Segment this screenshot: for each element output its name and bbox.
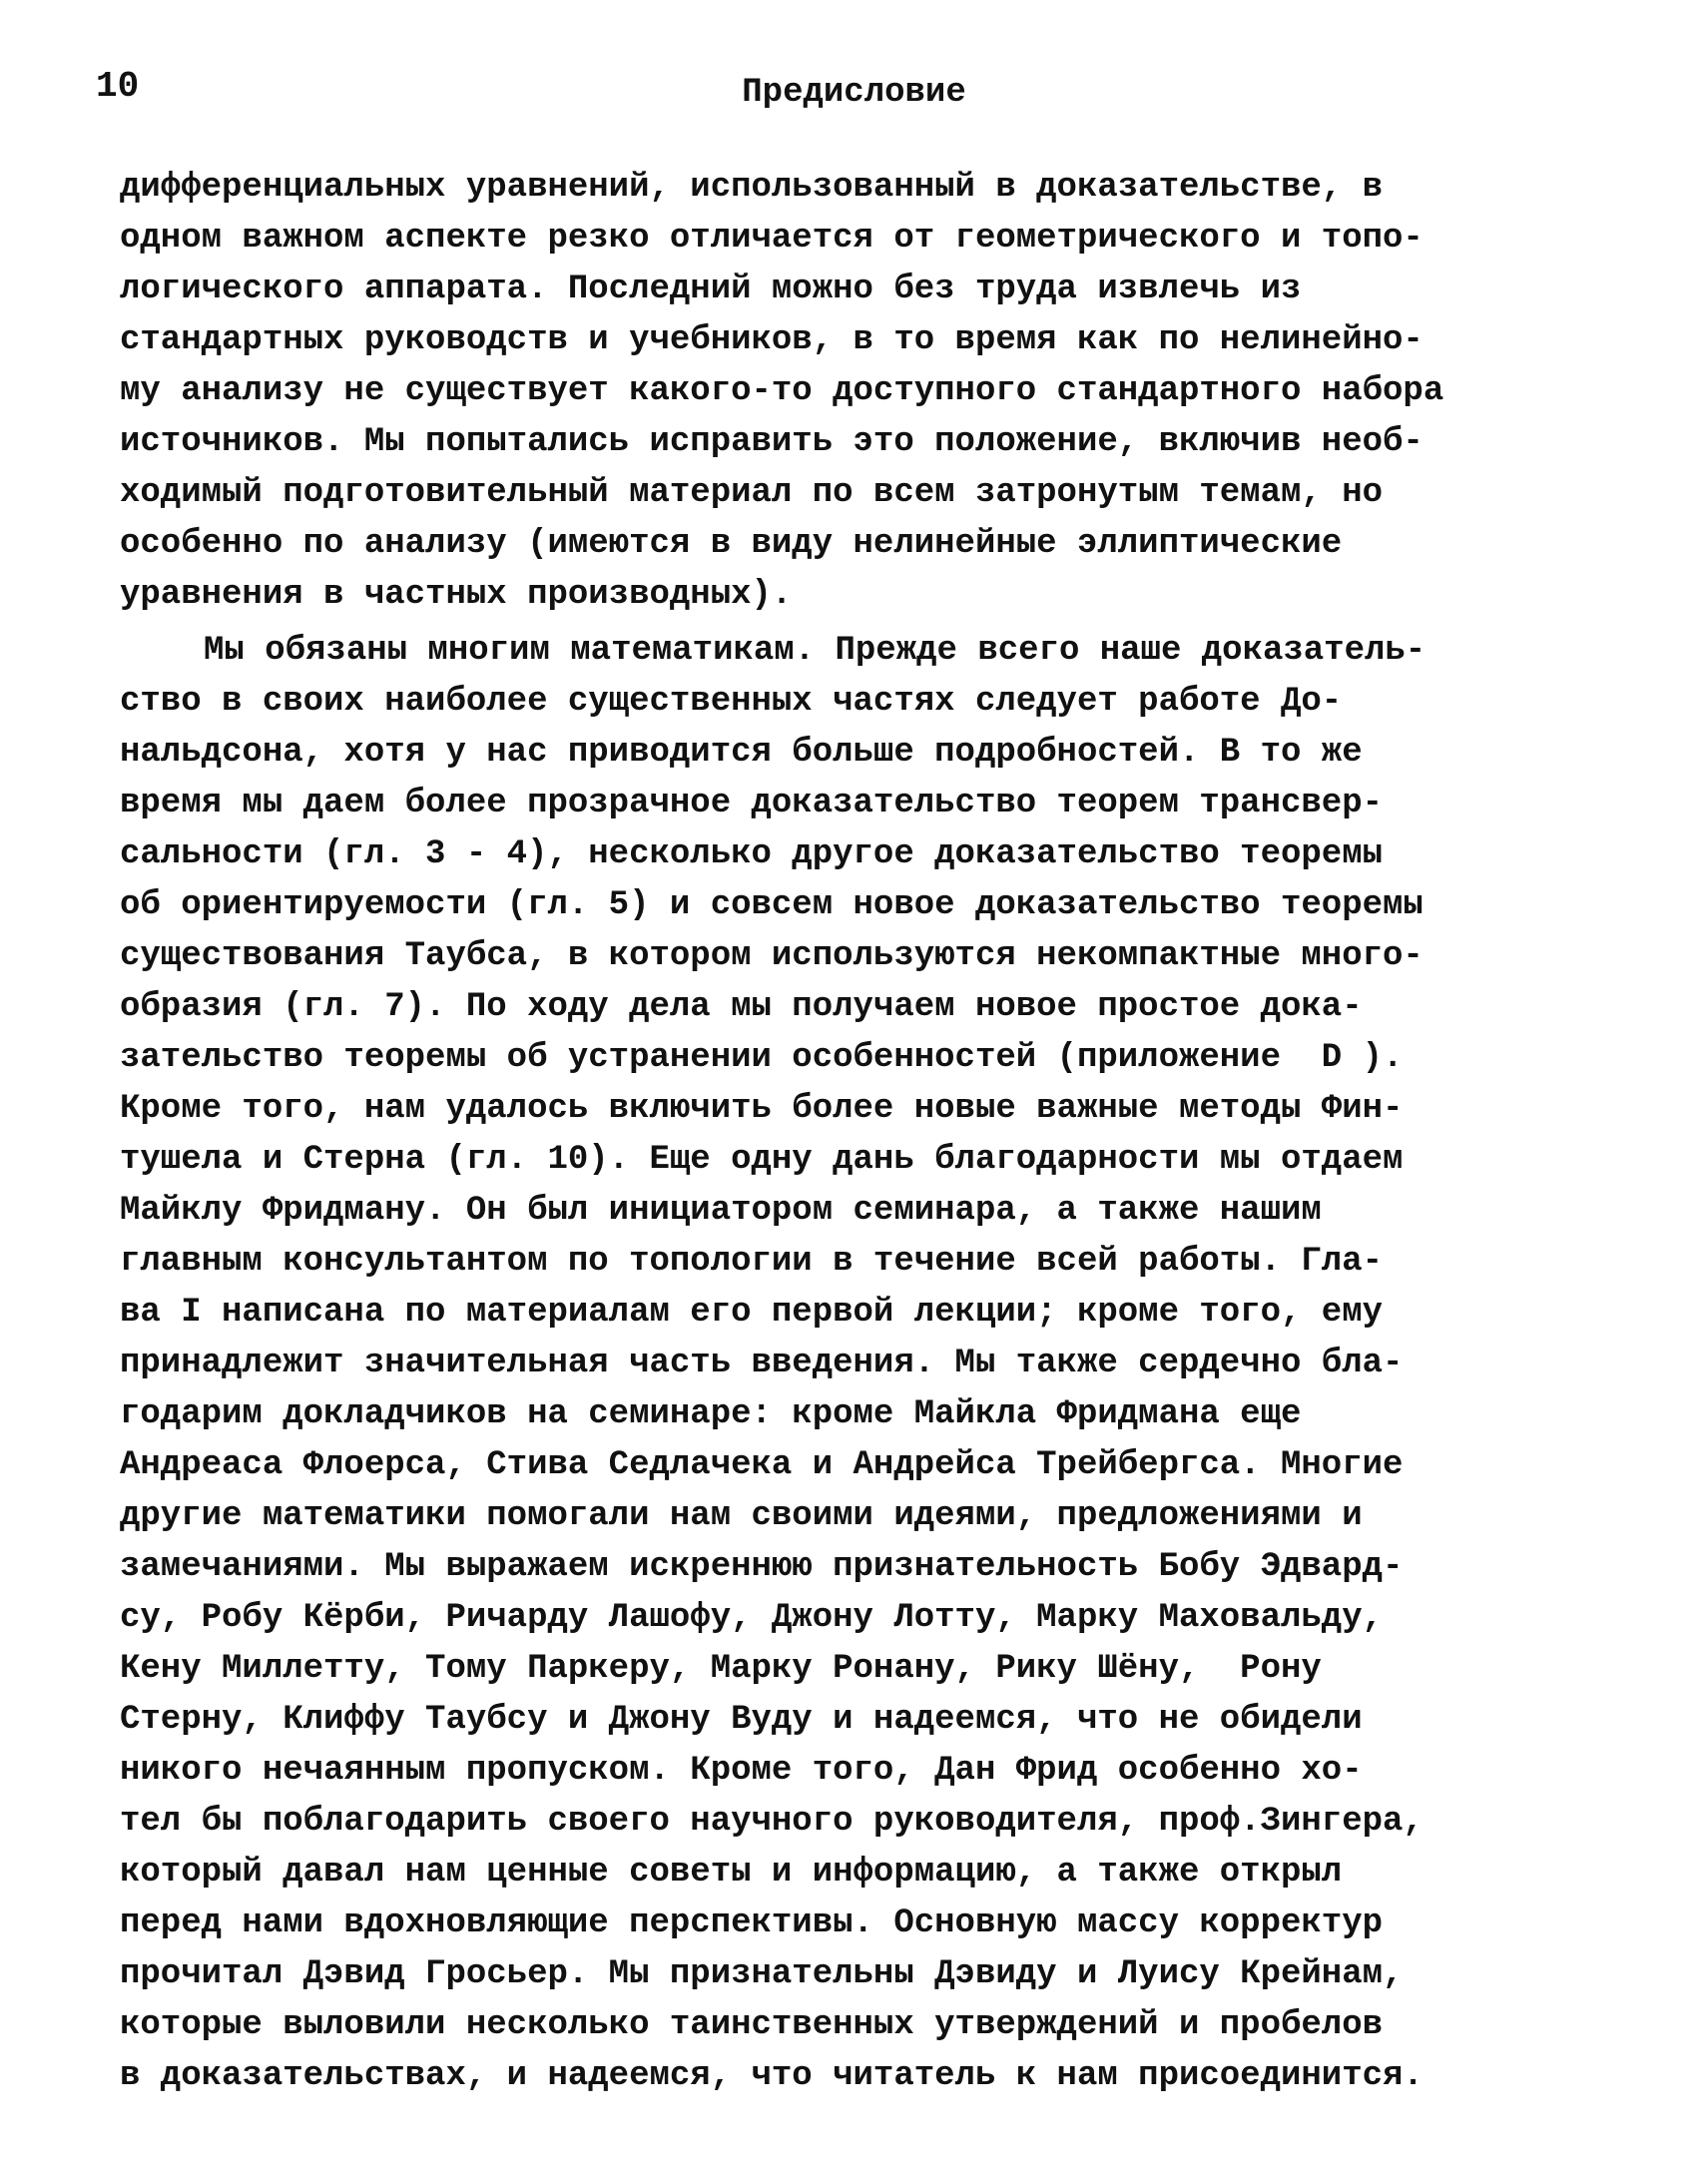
text-line: логического аппарата. Последний можно без труда извлечь из [120, 271, 1302, 308]
text-line: ва I написана по материалам его первой лекции; кроме того, ему [120, 1294, 1384, 1332]
text-line: годарим докладчиков на семинаре: кроме Майкла Фридмана еще [120, 1395, 1302, 1433]
text-line: образия (гл. 7). По ходу дела мы получаем новое простое дока- [120, 988, 1363, 1026]
text-line: Кроме того, нам удалось включить более новые важные методы Фин- [120, 1090, 1404, 1128]
text-line: перед нами вдохновляющие перспективы. Основную массу корректур [120, 1904, 1384, 1942]
text-line: особенно по анализу (имеются в виду нелинейные эллиптические [120, 525, 1343, 563]
text-line: Мы обязаны многим математикам. Прежде всего наше доказатель- [204, 632, 1426, 670]
page-number: 10 [96, 66, 140, 107]
text-line: в доказательствах, и надеемся, что читатель к нам присоединится. [120, 2057, 1423, 2095]
text-line: прочитал Дэвид Гросьер. Мы признательны Дэвиду и Луису Крейнам, [120, 1955, 1404, 1993]
text-line: принадлежит значительная часть введения. Мы также сердечно бла- [120, 1345, 1404, 1382]
text-line: тел бы поблагодарить своего научного руководителя, проф.Зингера, [120, 1803, 1423, 1841]
text-line: источников. Мы попытались исправить это положение, включив необ- [120, 423, 1423, 461]
body-text [120, 163, 1637, 2102]
text-line: дифференциальных уравнений, использованный в доказательстве, в [120, 169, 1384, 207]
text-line: нальдсона, хотя у нас приводится больше подробностей. В то же [120, 734, 1363, 772]
paragraph-2 [120, 626, 1637, 2102]
text-line: уравнения в частных производных). [120, 576, 793, 614]
text-line: су, Робу Кёрби, Ричарду Лашофу, Джону Лотту, Марку Маховальду, [120, 1599, 1384, 1637]
text-line: зательство теоремы об устранении особенностей (приложение D ). [120, 1039, 1404, 1077]
text-line: ство в своих наиболее существенных частях следует работе До- [120, 683, 1343, 721]
text-line: другие математики помогали нам своими идеями, предложениями и [120, 1497, 1363, 1535]
text-line: которые выловили несколько таинственных утверждений и пробелов [120, 2006, 1384, 2044]
text-line: му анализу не существует какого-то доступного стандартного набора [120, 372, 1444, 410]
text-line: Андреаса Флоерса, Стива Седлачека и Андрейса Трейбергса. Многие [120, 1446, 1404, 1484]
text-line: об ориентируемости (гл. 5) и совсем новое доказательство теоремы [120, 886, 1423, 924]
paragraph-1 [120, 163, 1637, 621]
running-head-title: Предисловие [742, 74, 966, 112]
text-line: сальности (гл. 3 - 4), несколько другое доказательство теоремы [120, 835, 1384, 873]
text-line: стандартных руководств и учебников, в то время как по нелинейно- [120, 321, 1423, 359]
text-line: Майклу Фридману. Он был инициатором семинара, а также нашим [120, 1192, 1322, 1230]
text-line: Стерну, Клиффу Таубсу и Джону Вуду и надеемся, что не обидели [120, 1701, 1363, 1739]
text-line: существования Таубса, в котором используются некомпактные много- [120, 937, 1423, 975]
text-line: одном важном аспекте резко отличается от геометрического и топо- [120, 220, 1423, 258]
text-line: который давал нам ценные советы и информацию, а также открыл [120, 1854, 1343, 1892]
text-line: Кену Миллетту, Тому Паркеру, Марку Ронану, Рику Шёну, Рону [120, 1650, 1322, 1688]
text-line: никого нечаянным пропуском. Кроме того, Дан Фрид особенно хо- [120, 1752, 1363, 1790]
text-line: время мы даем более прозрачное доказательство теорем трансвер- [120, 785, 1384, 822]
text-line: главным консультантом по топологии в течение всей работы. Гла- [120, 1243, 1384, 1281]
text-line: замечаниями. Мы выражаем искреннюю признательность Бобу Эдвард- [120, 1548, 1404, 1586]
text-line: ходимый подготовительный материал по всем затронутым темам, но [120, 474, 1384, 512]
text-line: тушела и Стерна (гл. 10). Еще одну дань благодарности мы отдаем [120, 1141, 1404, 1179]
